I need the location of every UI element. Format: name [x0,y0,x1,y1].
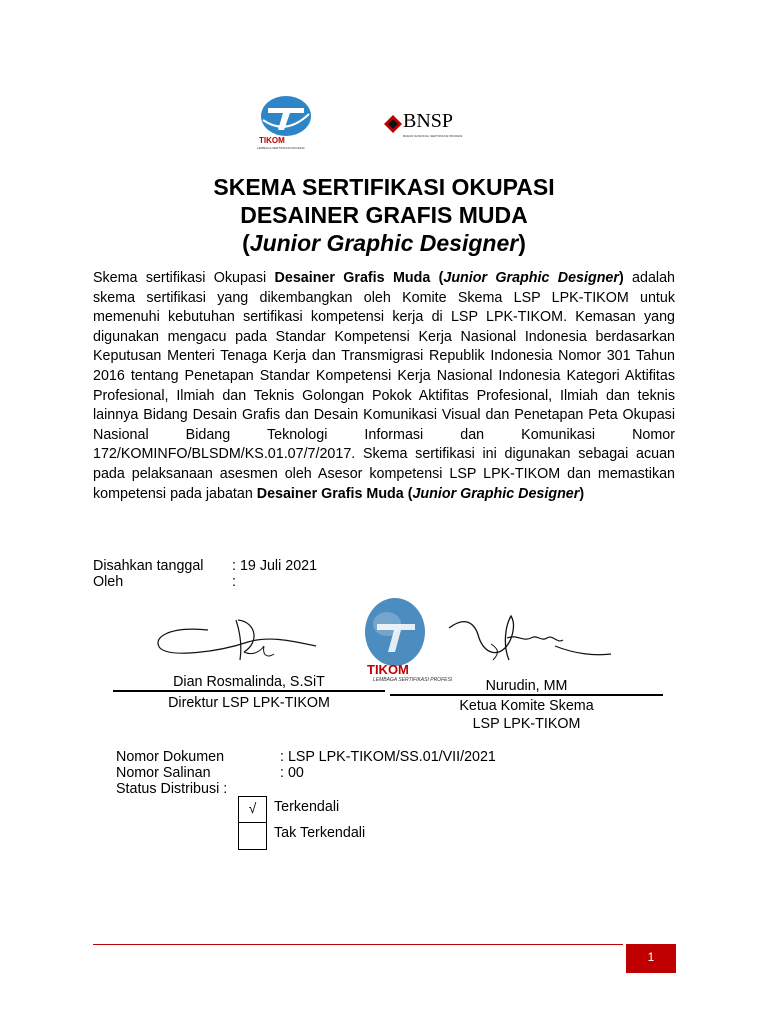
approval-date-value: : 19 Juli 2021 [232,558,318,574]
copy-number-label: Nomor Salinan [116,765,211,781]
desc-part-2: adalah skema sertifikasi yang dikembangkan oleh Komite Skema LSP LPK-TIKOM untuk memenuhi kebutuhan sertifikasi kompetensi kerja di LSP LPK-TIKOM. Kemasan yang digunakan mengacu pada Standar Kompetensi Kerja Nasional Indonesia berdasarkan Keputusan Menteri Tenaga Kerja dan Transmigrasi Republik Indonesia Nomor 301 Tahun 2016 tentang Penetapan Standar Kompetensi Kerja Nasional Indonesia Kategori Aktifitas Profesional, Ilmiah dan Teknis Golongan Pokok Aktifitas Profesional, Ilmiah dan teknis lainnya Bidang Desain Grafis dan Desain Komunikasi Visual dan Penetapan Peta Okupasi Nasional Bidang Teknologi Informasi dan Komunikasi Nomor 172/KOMINFO/BLSDM/KS.01.07/7/2017. Skema sertifikasi ini digunakan sebagai acuan pada pelaksanaan asesmen oleh Asesor kompetensi LSP LPK-TIKOM dan memastikan kompetensi pada jabatan [93,270,675,502]
title-line-2: DESAINER GRAFIS MUDA [240,202,528,228]
tikom-logo-text: TIKOM [259,136,285,145]
svg-text:TIKOM: TIKOM [367,662,409,677]
left-signatory-title: Direktur LSP LPK-TIKOM [168,695,330,711]
approval-by-value: : [232,574,236,590]
scheme-description [93,269,675,504]
right-signatory-title-2: LSP LPK-TIKOM [472,716,581,732]
bnsp-logo-subtext: BADAN NASIONAL SERTIFIKASI PROFESI [403,134,463,138]
desc-bold-1: Desainer Grafis Muda ( [274,270,444,286]
doc-number-value: : LSP LPK-TIKOM/SS.01/VII/2021 [280,749,496,765]
desc-part-1: Skema sertifikasi Okupasi [93,270,275,286]
tikom-logo-subtext: LEMBAGA SERTIFIKASI PROFESI [257,146,305,150]
desc-bold-3: Desainer Grafis Muda ( [256,485,413,502]
doc-number-label: Nomor Dokumen [116,749,225,765]
signature-right [445,608,615,668]
checkbox-uncontrolled [238,822,267,850]
checkmark-icon: √ [248,800,257,816]
left-signature-line [113,690,385,692]
bnsp-logo-text: BNSP [403,110,454,132]
signature-left [148,612,318,672]
desc-bold-4: ) [579,485,585,502]
title-paren-close: ) [518,230,526,256]
copy-number-value: : 00 [280,765,304,781]
title-paren-open: ( [242,230,250,256]
desc-bold-italic-1: Junior Graphic Designer [443,270,619,286]
right-signatory-name: Nurudin, MM [485,678,568,694]
left-signatory-name: Dian Rosmalinda, S.SiT [173,674,325,690]
page-number: 1 [626,944,676,973]
right-signatory-title-1: Ketua Komite Skema [459,698,594,714]
option-uncontrolled-label: Tak Terkendali [274,825,366,841]
approval-date-label: Disahkan tanggal [93,558,204,574]
tikom-logo [251,94,321,152]
right-signature-line [390,694,663,696]
stamp-subtext: LEMBAGA SERTIFIKASI PROFESI [373,677,453,683]
title-line-3 [0,229,768,257]
bnsp-logo [382,110,482,144]
title-line-1: SKEMA SERTIFIKASI OKUPASI [213,174,555,200]
title-english: Junior Graphic Designer [249,230,519,256]
distribution-status-label: Status Distribusi : [116,781,228,797]
option-controlled-label: Terkendali [274,799,340,815]
approval-by-label: Oleh [93,574,124,590]
desc-bold-italic-2: Junior Graphic Designer [412,485,580,502]
checkbox-controlled [238,796,267,823]
footer-rule [93,944,623,945]
desc-bold-2: ) [618,270,624,286]
